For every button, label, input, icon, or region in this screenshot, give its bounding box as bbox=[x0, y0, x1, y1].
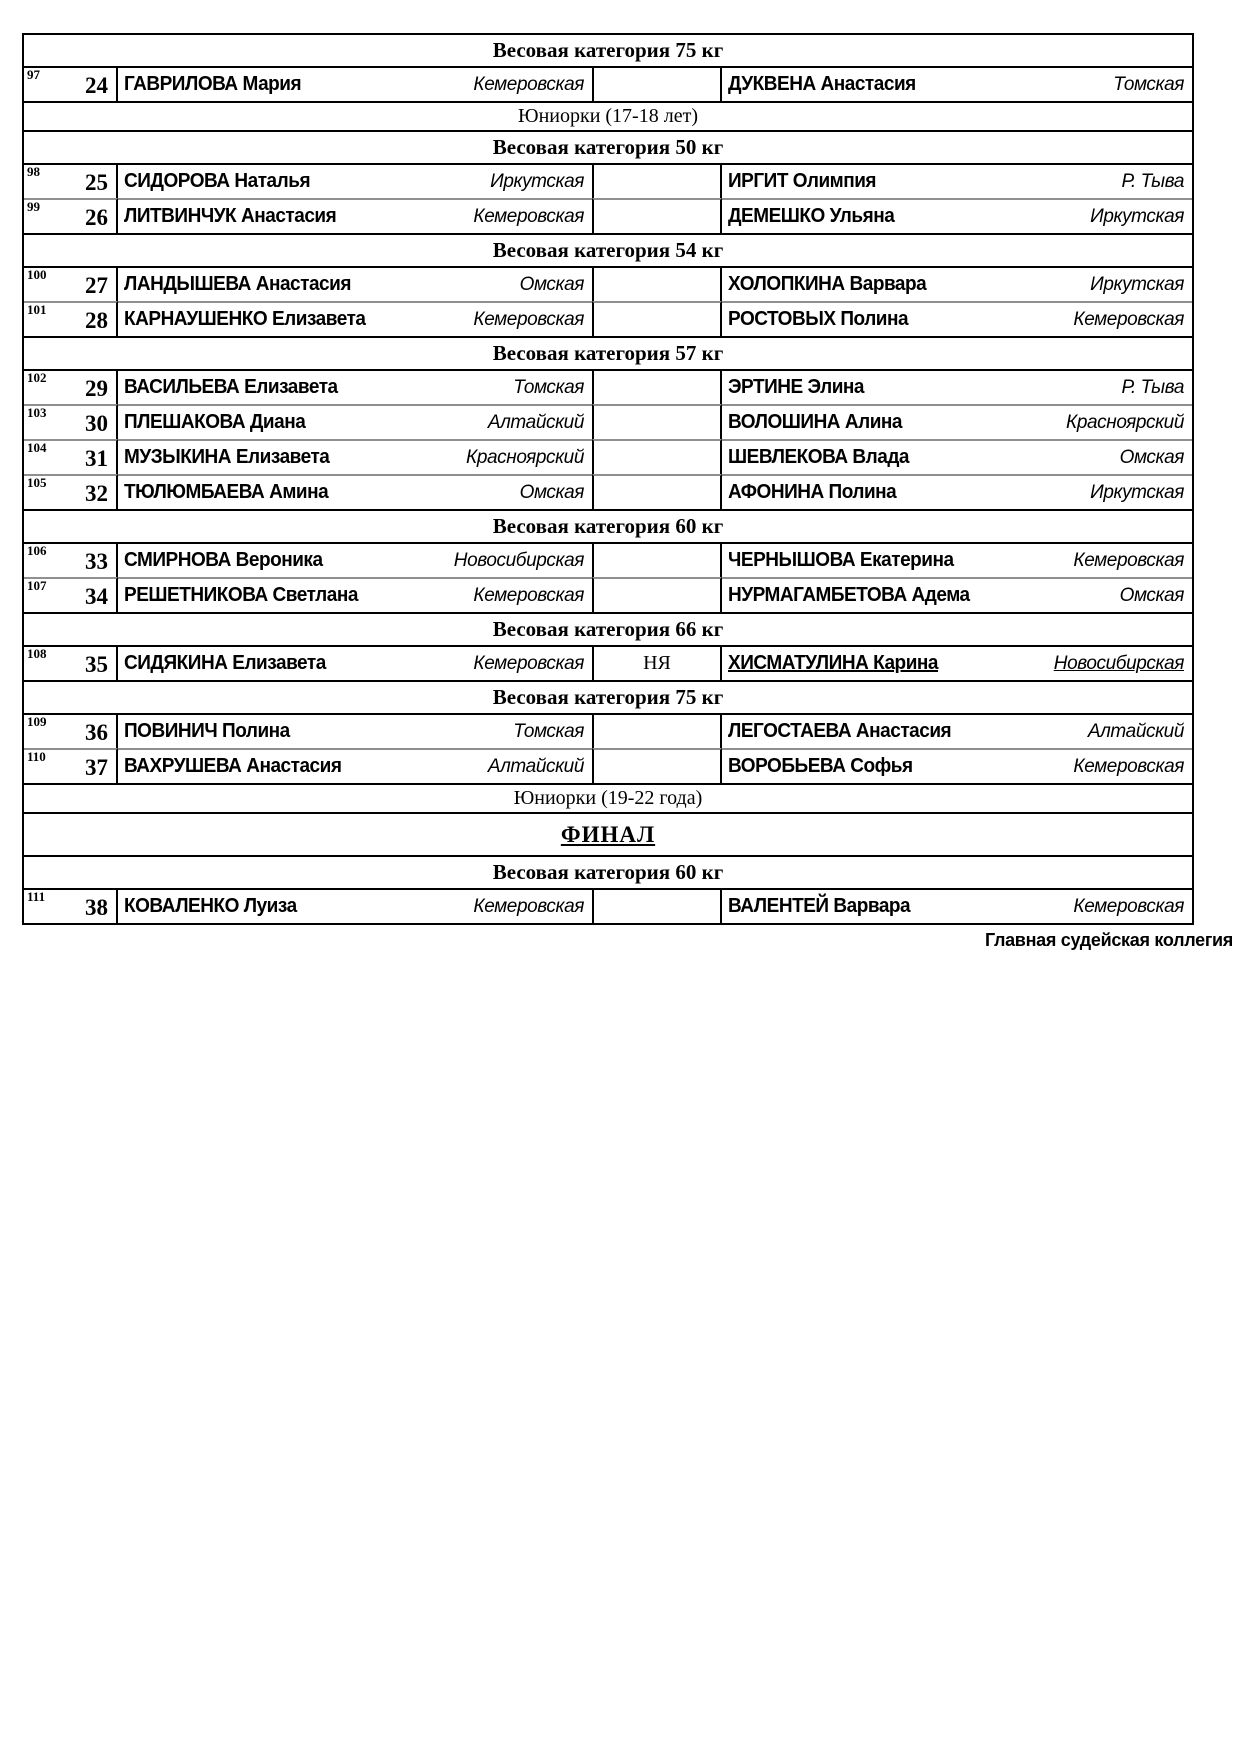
competitor-2 bbox=[722, 446, 1192, 469]
bout-number-cell bbox=[24, 748, 118, 783]
competitor-2 bbox=[722, 481, 1192, 504]
competitor-2 bbox=[722, 308, 1192, 331]
competitor-1 bbox=[118, 755, 592, 778]
bout-number-cell bbox=[24, 888, 118, 923]
seed-number: 104 bbox=[27, 440, 47, 455]
section-row bbox=[24, 855, 1192, 888]
competitor-2-region: Иркутская bbox=[1090, 205, 1184, 227]
competitor-1-region: Новосибирская bbox=[453, 549, 584, 571]
competitor-2 bbox=[722, 205, 1192, 228]
result-note-cell bbox=[592, 198, 722, 233]
bout-number-cell bbox=[24, 66, 118, 101]
bout-number: 25 bbox=[85, 170, 108, 195]
competitor-1-cell bbox=[118, 369, 592, 404]
competitor-2-region: Иркутская bbox=[1090, 481, 1184, 503]
competitor-2-region: Р. Тыва bbox=[1121, 376, 1184, 398]
result-note: НЯ bbox=[643, 652, 671, 674]
competitor-2-cell bbox=[722, 713, 1192, 748]
competitor-1 bbox=[118, 376, 592, 399]
competitor-2-name: ХИСМАТУЛИНА Карина bbox=[728, 652, 938, 674]
competitor-2-name: ИРГИТ Олимпия bbox=[728, 170, 877, 192]
competitor-1-cell bbox=[118, 577, 592, 612]
competitor-2-region: Алтайский bbox=[1087, 720, 1184, 742]
bout-row bbox=[24, 198, 1192, 233]
competitor-1-name: СИДЯКИНА Елизавета bbox=[124, 652, 326, 674]
weight-category-header: Весовая категория 60 кг bbox=[24, 509, 1192, 542]
competitor-1 bbox=[118, 481, 592, 504]
competitor-1-name: ВАСИЛЬЕВА Елизавета bbox=[124, 376, 338, 398]
competitor-1-name: ЛИТВИНЧУК Анастасия bbox=[124, 205, 337, 227]
competitor-1-cell bbox=[118, 163, 592, 198]
section-row bbox=[24, 509, 1192, 542]
bout-number: 37 bbox=[85, 755, 108, 780]
competitor-2-name: АФОНИНА Полина bbox=[728, 481, 897, 503]
bout-row bbox=[24, 888, 1192, 923]
bout-number-cell bbox=[24, 713, 118, 748]
competitor-2-region: Омская bbox=[1119, 584, 1184, 606]
section-row bbox=[24, 233, 1192, 266]
competitor-1 bbox=[118, 549, 592, 572]
competitor-1-cell bbox=[118, 439, 592, 474]
competitor-1-region: Кемеровская bbox=[473, 584, 584, 606]
bout-row bbox=[24, 66, 1192, 101]
weight-category-header: Весовая категория 54 кг bbox=[24, 233, 1192, 266]
competitor-2-cell bbox=[722, 542, 1192, 577]
competitor-1-region: Томская bbox=[513, 376, 584, 398]
bout-number-cell bbox=[24, 301, 118, 336]
bout-number-cell bbox=[24, 439, 118, 474]
bout-number: 32 bbox=[85, 481, 108, 506]
competitor-1-cell bbox=[118, 645, 592, 680]
competitor-1-name: СМИРНОВА Вероника bbox=[124, 549, 323, 571]
bout-number-cell bbox=[24, 198, 118, 233]
competitor-1 bbox=[118, 895, 592, 918]
bout-number: 38 bbox=[85, 895, 108, 920]
competitor-1-region: Красноярский bbox=[466, 446, 584, 468]
bout-row bbox=[24, 645, 1192, 680]
competitor-1-name: ВАХРУШЕВА Анастасия bbox=[124, 755, 342, 777]
competitor-1-cell bbox=[118, 748, 592, 783]
final-row bbox=[24, 812, 1192, 855]
competitor-1-cell bbox=[118, 66, 592, 101]
weight-category-header: Весовая категория 57 кг bbox=[24, 336, 1192, 369]
competitor-2-name: ВАЛЕНТЕЙ Варвара bbox=[728, 895, 911, 917]
bout-number-cell bbox=[24, 645, 118, 680]
bout-number: 27 bbox=[85, 273, 108, 298]
competitor-1-name: КАРНАУШЕНКО Елизавета bbox=[124, 308, 366, 330]
competitor-2 bbox=[722, 584, 1192, 607]
bout-number-cell bbox=[24, 542, 118, 577]
seed-number: 100 bbox=[27, 267, 47, 282]
competitor-2-name: ДУКВЕНА Анастасия bbox=[728, 73, 916, 95]
competitor-1 bbox=[118, 170, 592, 193]
competitor-1-region: Кемеровская bbox=[473, 73, 584, 95]
bout-number-cell bbox=[24, 369, 118, 404]
competitor-2-region: Красноярский bbox=[1066, 411, 1184, 433]
competitor-1-name: ПЛЕШАКОВА Диана bbox=[124, 411, 306, 433]
seed-number: 103 bbox=[27, 405, 47, 420]
competitor-2 bbox=[722, 411, 1192, 434]
competitor-1-name: ГАВРИЛОВА Мария bbox=[124, 73, 302, 95]
section-row bbox=[24, 336, 1192, 369]
bout-number: 33 bbox=[85, 549, 108, 574]
competitor-2-cell bbox=[722, 439, 1192, 474]
competitor-2 bbox=[722, 549, 1192, 572]
competitor-2-region: Новосибирская bbox=[1053, 652, 1184, 674]
bout-number-cell bbox=[24, 577, 118, 612]
competitor-1-region: Иркутская bbox=[490, 170, 584, 192]
competitor-2-name: ЧЕРНЫШОВА Екатерина bbox=[728, 549, 954, 571]
competitor-1-name: ПОВИНИЧ Полина bbox=[124, 720, 290, 742]
seed-number: 101 bbox=[27, 302, 47, 317]
result-note-cell bbox=[592, 474, 722, 509]
bout-row bbox=[24, 301, 1192, 336]
result-note-cell bbox=[592, 301, 722, 336]
bout-row bbox=[24, 439, 1192, 474]
competitor-2-region: Иркутская bbox=[1090, 273, 1184, 295]
competitor-2-cell bbox=[722, 66, 1192, 101]
seed-number: 106 bbox=[27, 543, 47, 558]
bout-row bbox=[24, 266, 1192, 301]
competitor-2-cell bbox=[722, 577, 1192, 612]
competitor-1 bbox=[118, 446, 592, 469]
result-note-cell bbox=[592, 439, 722, 474]
competitor-2-name: ЛЕГОСТАЕВА Анастасия bbox=[728, 720, 952, 742]
age-group-header: Юниорки (17-18 лет) bbox=[24, 101, 1192, 130]
competitor-2-cell bbox=[722, 369, 1192, 404]
result-note-cell bbox=[592, 888, 722, 923]
competitor-2-region: Кемеровская bbox=[1073, 895, 1184, 917]
seed-number: 107 bbox=[27, 578, 47, 593]
competitor-2-cell bbox=[722, 301, 1192, 336]
bout-row bbox=[24, 163, 1192, 198]
competitor-2-region: Р. Тыва bbox=[1121, 170, 1184, 192]
seed-number: 108 bbox=[27, 646, 47, 661]
competitor-2 bbox=[722, 895, 1192, 918]
competitor-1-cell bbox=[118, 474, 592, 509]
competitor-2 bbox=[722, 170, 1192, 193]
seed-number: 97 bbox=[27, 67, 40, 82]
competitor-2-cell bbox=[722, 474, 1192, 509]
competitor-1-region: Омская bbox=[519, 273, 584, 295]
seed-number: 105 bbox=[27, 475, 47, 490]
competitor-1 bbox=[118, 411, 592, 434]
bout-number: 28 bbox=[85, 308, 108, 333]
bout-row bbox=[24, 748, 1192, 783]
weight-category-header: Весовая категория 66 кг bbox=[24, 612, 1192, 645]
bout-number: 36 bbox=[85, 720, 108, 745]
section-row bbox=[24, 130, 1192, 163]
competitor-1-name: ТЮЛЮМБАЕВА Амина bbox=[124, 481, 329, 503]
competitor-2 bbox=[722, 652, 1192, 675]
competitor-1-cell bbox=[118, 404, 592, 439]
competitor-1 bbox=[118, 584, 592, 607]
bout-number: 35 bbox=[85, 652, 108, 677]
competitor-2-name: ШЕВЛЕКОВА Влада bbox=[728, 446, 910, 468]
bout-number: 34 bbox=[85, 584, 108, 609]
bout-number-cell bbox=[24, 266, 118, 301]
result-note-cell bbox=[592, 645, 722, 680]
competitor-2-cell bbox=[722, 266, 1192, 301]
result-note-cell bbox=[592, 542, 722, 577]
bout-row bbox=[24, 577, 1192, 612]
result-note-cell bbox=[592, 266, 722, 301]
section-row bbox=[24, 35, 1192, 66]
age-group-header: Юниорки (19-22 года) bbox=[24, 783, 1192, 812]
seed-number: 111 bbox=[27, 889, 46, 904]
competitor-2-cell bbox=[722, 888, 1192, 923]
competitor-2 bbox=[722, 73, 1192, 96]
competitor-2 bbox=[722, 273, 1192, 296]
competitor-2-name: ДЕМЕШКО Ульяна bbox=[728, 205, 895, 227]
competitor-1-region: Кемеровская bbox=[473, 308, 584, 330]
competitor-1-cell bbox=[118, 198, 592, 233]
competitor-2-name: ЭРТИНЕ Элина bbox=[728, 376, 865, 398]
competitor-2-region: Кемеровская bbox=[1073, 549, 1184, 571]
competitor-2-cell bbox=[722, 163, 1192, 198]
result-note-cell bbox=[592, 163, 722, 198]
seed-number: 99 bbox=[27, 199, 40, 214]
competitor-1 bbox=[118, 73, 592, 96]
competitor-1 bbox=[118, 205, 592, 228]
competitor-1-cell bbox=[118, 713, 592, 748]
competitor-2-cell bbox=[722, 748, 1192, 783]
result-note-cell bbox=[592, 748, 722, 783]
bout-number-cell bbox=[24, 474, 118, 509]
divider-row bbox=[24, 101, 1192, 130]
bout-row bbox=[24, 369, 1192, 404]
competitor-2-region: Омская bbox=[1119, 446, 1184, 468]
seed-number: 109 bbox=[27, 714, 47, 729]
competitor-1-cell bbox=[118, 266, 592, 301]
competitor-1-region: Томская bbox=[513, 720, 584, 742]
seed-number: 110 bbox=[27, 749, 46, 764]
competitor-1-name: СИДОРОВА Наталья bbox=[124, 170, 311, 192]
competitor-2-cell bbox=[722, 645, 1192, 680]
competitor-2-name: ВОРОБЬЕВА Софья bbox=[728, 755, 913, 777]
competitor-2-cell bbox=[722, 404, 1192, 439]
seed-number: 98 bbox=[27, 164, 40, 179]
competitor-1-cell bbox=[118, 542, 592, 577]
competitor-1-name: ЛАНДЫШЕВА Анастасия bbox=[124, 273, 351, 295]
result-note-cell bbox=[592, 577, 722, 612]
weight-category-header: Весовая категория 75 кг bbox=[24, 680, 1192, 713]
bout-number: 24 bbox=[85, 73, 108, 98]
competitor-1 bbox=[118, 308, 592, 331]
bout-row bbox=[24, 404, 1192, 439]
bouts-table-body bbox=[24, 35, 1192, 923]
competitor-2-name: ВОЛОШИНА Алина bbox=[728, 411, 902, 433]
competitor-1-region: Кемеровская bbox=[473, 652, 584, 674]
footer-signature: Главная судейская коллегия bbox=[984, 930, 1233, 950]
bout-number: 26 bbox=[85, 205, 108, 230]
result-note-cell bbox=[592, 66, 722, 101]
competitor-2-region: Кемеровская bbox=[1073, 308, 1184, 330]
weight-category-header: Весовая категория 60 кг bbox=[24, 855, 1192, 888]
section-row bbox=[24, 612, 1192, 645]
result-note-cell bbox=[592, 369, 722, 404]
weight-category-header: Весовая категория 75 кг bbox=[492, 38, 724, 62]
competitor-2-name: ХОЛОПКИНА Варвара bbox=[728, 273, 927, 295]
bout-row bbox=[24, 713, 1192, 748]
bout-number: 30 bbox=[85, 411, 108, 436]
competitor-1 bbox=[118, 720, 592, 743]
competitor-2 bbox=[722, 755, 1192, 778]
competitor-1-name: КОВАЛЕНКО Луиза bbox=[124, 895, 297, 917]
divider-row bbox=[24, 783, 1192, 812]
competitor-1-cell bbox=[118, 301, 592, 336]
result-note-cell bbox=[592, 713, 722, 748]
weight-category-header: Весовая категория 50 кг bbox=[24, 130, 1192, 163]
competitor-2-region: Кемеровская bbox=[1073, 755, 1184, 777]
competitor-2-cell bbox=[722, 198, 1192, 233]
bout-number: 29 bbox=[85, 376, 108, 401]
competitor-2-name: РОСТОВЫХ Полина bbox=[728, 308, 909, 330]
competitor-1 bbox=[118, 273, 592, 296]
competitor-1-region: Кемеровская bbox=[473, 895, 584, 917]
competitor-1-region: Омская bbox=[519, 481, 584, 503]
bouts-table bbox=[22, 33, 1194, 925]
competitor-2 bbox=[722, 720, 1192, 743]
competitor-1-region: Кемеровская bbox=[473, 205, 584, 227]
final-header: ФИНАЛ bbox=[24, 812, 1192, 855]
bout-number: 31 bbox=[85, 446, 108, 471]
competitor-2-region: Томская bbox=[1113, 73, 1184, 95]
competitor-1-cell bbox=[118, 888, 592, 923]
bout-row bbox=[24, 474, 1192, 509]
competitor-1-name: МУЗЫКИНА Елизавета bbox=[124, 446, 330, 468]
competitor-1-region: Алтайский bbox=[487, 755, 584, 777]
competitor-1 bbox=[118, 652, 592, 675]
section-row bbox=[24, 680, 1192, 713]
competitor-1-name: РЕШЕТНИКОВА Светлана bbox=[124, 584, 358, 606]
bout-number-cell bbox=[24, 163, 118, 198]
competitor-2-name: НУРМАГАМБЕТОВА Адема bbox=[728, 584, 970, 606]
competitor-2 bbox=[722, 376, 1192, 399]
seed-number: 102 bbox=[27, 370, 47, 385]
bout-row bbox=[24, 542, 1192, 577]
bout-number-cell bbox=[24, 404, 118, 439]
competitor-1-region: Алтайский bbox=[487, 411, 584, 433]
result-note-cell bbox=[592, 404, 722, 439]
